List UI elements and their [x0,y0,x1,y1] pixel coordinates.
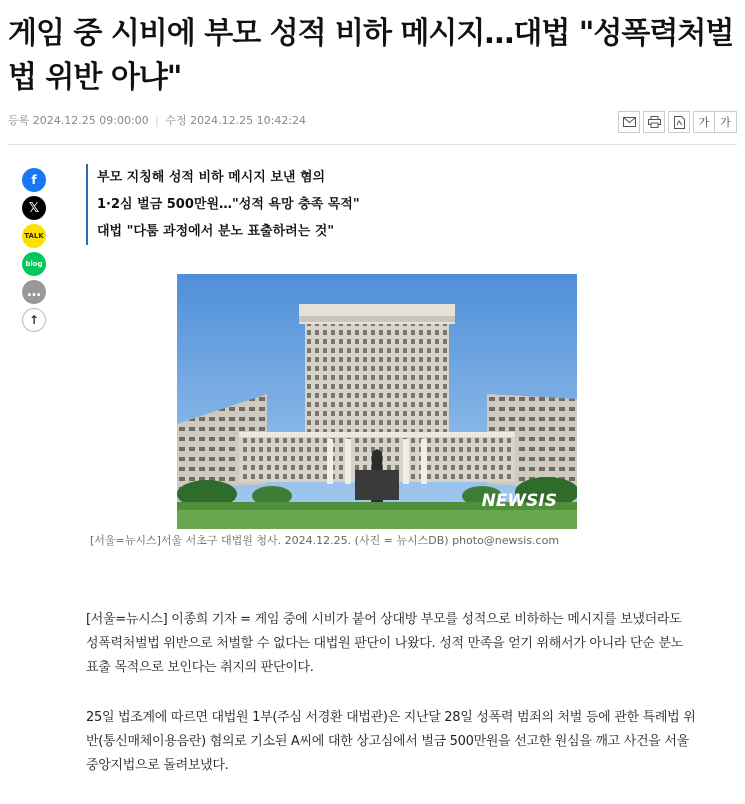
registered-label: 등록 [8,114,30,127]
registered-time: 2024.12.25 09:00:00 [32,114,149,127]
blog-share-button[interactable] [22,252,46,276]
summary-line: 대법 "다툼 과정에서 분노 표출하려는 것" [97,224,335,239]
header-divider [8,144,737,145]
print-icon [648,116,661,128]
comment-icon: … [27,284,41,300]
font-small-button[interactable]: 가 [693,111,715,133]
article-body [86,608,696,804]
scroll-top-button[interactable] [22,308,46,332]
summary-line: 1·2심 벌금 500만원…"성적 욕망 충족 목적" [97,197,360,212]
email-icon [623,117,636,127]
modified-label: 수정 [165,114,187,127]
arrow-up-icon: ↑ [28,313,40,327]
article-headline: 게임 중 시비에 부모 성적 비하 메시지…대법 "성폭력처벌법 위반 아냐" [8,16,734,95]
photo-caption: [서울=뉴시스]서울 서초구 대법원 청사. 2024.12.25. (사진 = 뉴시스DB) photo@newsis.com [90,534,560,547]
kakaotalk-share-button[interactable] [22,224,46,248]
article-meta [8,112,306,128]
facebook-icon: f [31,173,37,187]
email-button[interactable] [618,111,640,133]
x-share-button[interactable] [22,196,46,220]
meta-separator: | [155,114,159,127]
comment-button[interactable] [22,280,46,304]
print-button[interactable] [643,111,665,133]
article-toolbar [615,111,737,133]
modified-time: 2024.12.25 10:42:24 [190,114,307,127]
article-paragraph: [서울=뉴시스] 이종희 기자 = 게임 중에 시비가 붙어 상대방 부모를 성적으로 비하하는 메시지를 보냈더라도 성폭력처벌법 위반으로 처벌할 수 없다는 대법원 판단이 나왔다. 성적 만족을 얻기 위해서가 아니라 단순 분노 표출 목적으로 보인다는 취지의 판단이다. [86,612,683,675]
facebook-share-button[interactable] [22,168,46,192]
article-photo [177,274,577,529]
kakaotalk-icon: TALK [24,232,44,240]
supreme-court-building-image [177,274,577,529]
blog-icon: blog [25,260,43,268]
article-summary [86,164,360,245]
summary-line: 부모 지칭해 성적 비하 메시지 보낸 혐의 [97,170,326,185]
photo-watermark: NEWSIS [481,491,557,511]
share-bar [22,168,46,336]
pdf-button[interactable] [668,111,690,133]
font-large-button[interactable]: 가 [715,111,737,133]
article-paragraph: 25일 법조계에 따르면 대법원 1부(주심 서경환 대법관)은 지난달 28일 성폭력 범죄의 처벌 등에 관한 특례법 위반(통신매체이용음란) 혐의로 기소된 A씨에 대한 상고심에서 벌금 500만원을 선고한 원심을 깨고 사건을 서울중앙지법으로 돌려보냈다. [86,710,696,773]
pdf-icon [674,116,685,129]
x-icon: 𝕏 [28,200,40,216]
